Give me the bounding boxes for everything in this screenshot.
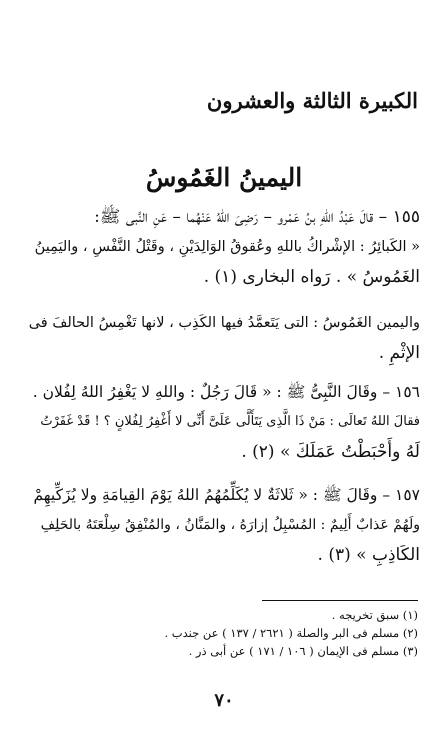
footnote: (٣) مسلم فى الإيمان ( ١٠٦ / ١٧١ ) عن أبى ذر . [188,644,418,658]
text-line: فقالَ اللهُ تَعالَى : مَنْ ذَا الَّذِى يَتَأَلَّى عَلَىَّ أَنِّى لا أَغْفِرُ لِفُلانٍ ؟ ! قَدْ غَفَرْتُ [40,414,420,429]
text-line: الكَاذِبِ » (٣) . [317,545,420,565]
text-line: « الكَبائِرُ : الإشْراكُ باللهِ وعُقوقُ الوَالِدَيْنِ ، وقَتْلُ النَّفْسِ ، واليَمِينُ [34,239,420,255]
hadith-155-paragraph [28,202,420,292]
text-line: ١٥٥ – قالَ عَبْدُ اللهِ بنُ عَمْرو – رَضِىَ اللهُ عَنْهُما – عَنِ النَّبى ﷺ: [94,207,420,227]
text-line: ١٥٦ – وقَالَ النَّبِىُّ ﷺ : « قَالَ رَجُلٌ : واللهِ لا يَغْفِرُ اللهُ لِفُلان . [32,383,420,401]
text-line: ولَهُمْ عَذابٌ أَلِيمٌ : المُسْبِلُ إزارَهُ ، والمَنَّانُ ، والمُنْفِقُ سِلْعَتَهُ بالحَلِفِ [40,517,420,533]
chapter-title: الكبيرة الثالثة والعشرون [206,88,418,113]
definition-paragraph [28,308,420,368]
section-title: اليمينُ الغَمُوسُ [145,163,303,192]
page-number: ٧٠ [214,690,234,711]
text-line: ١٥٧ – وقَالَ ﷺ : « ثَلاثَةٌ لا يُكَلِّمُهُمُ اللهُ يَوْمَ القِيامَةِ ولا يُزَكِّيهِمْ [33,486,420,504]
text-line: الإثْمِ . [378,343,420,363]
footnotes [23,606,418,660]
text-line: الغَمُوسُ » . رَواه البخارى (١) . [203,267,420,287]
text-line: لَهُ وأَحْبَطْتُ عَمَلَكَ » (٢) . [241,442,420,462]
hadith-156-paragraph [28,377,420,467]
hadith-157-paragraph [28,480,420,570]
footnote: (١) سبق تخريجه . [331,608,418,622]
text-line: واليمين الغَمُوسُ : التى يَتَعمَّدُ فيها الكَذِب ، لانها تَغْمِسُ الحالفَ فى [28,315,420,331]
footnote: (٢) مسلم فى البر والصلة ( ٢٦٢١ / ١٣٧ ) عن جندب . [164,626,418,640]
footnote-divider [262,600,418,601]
